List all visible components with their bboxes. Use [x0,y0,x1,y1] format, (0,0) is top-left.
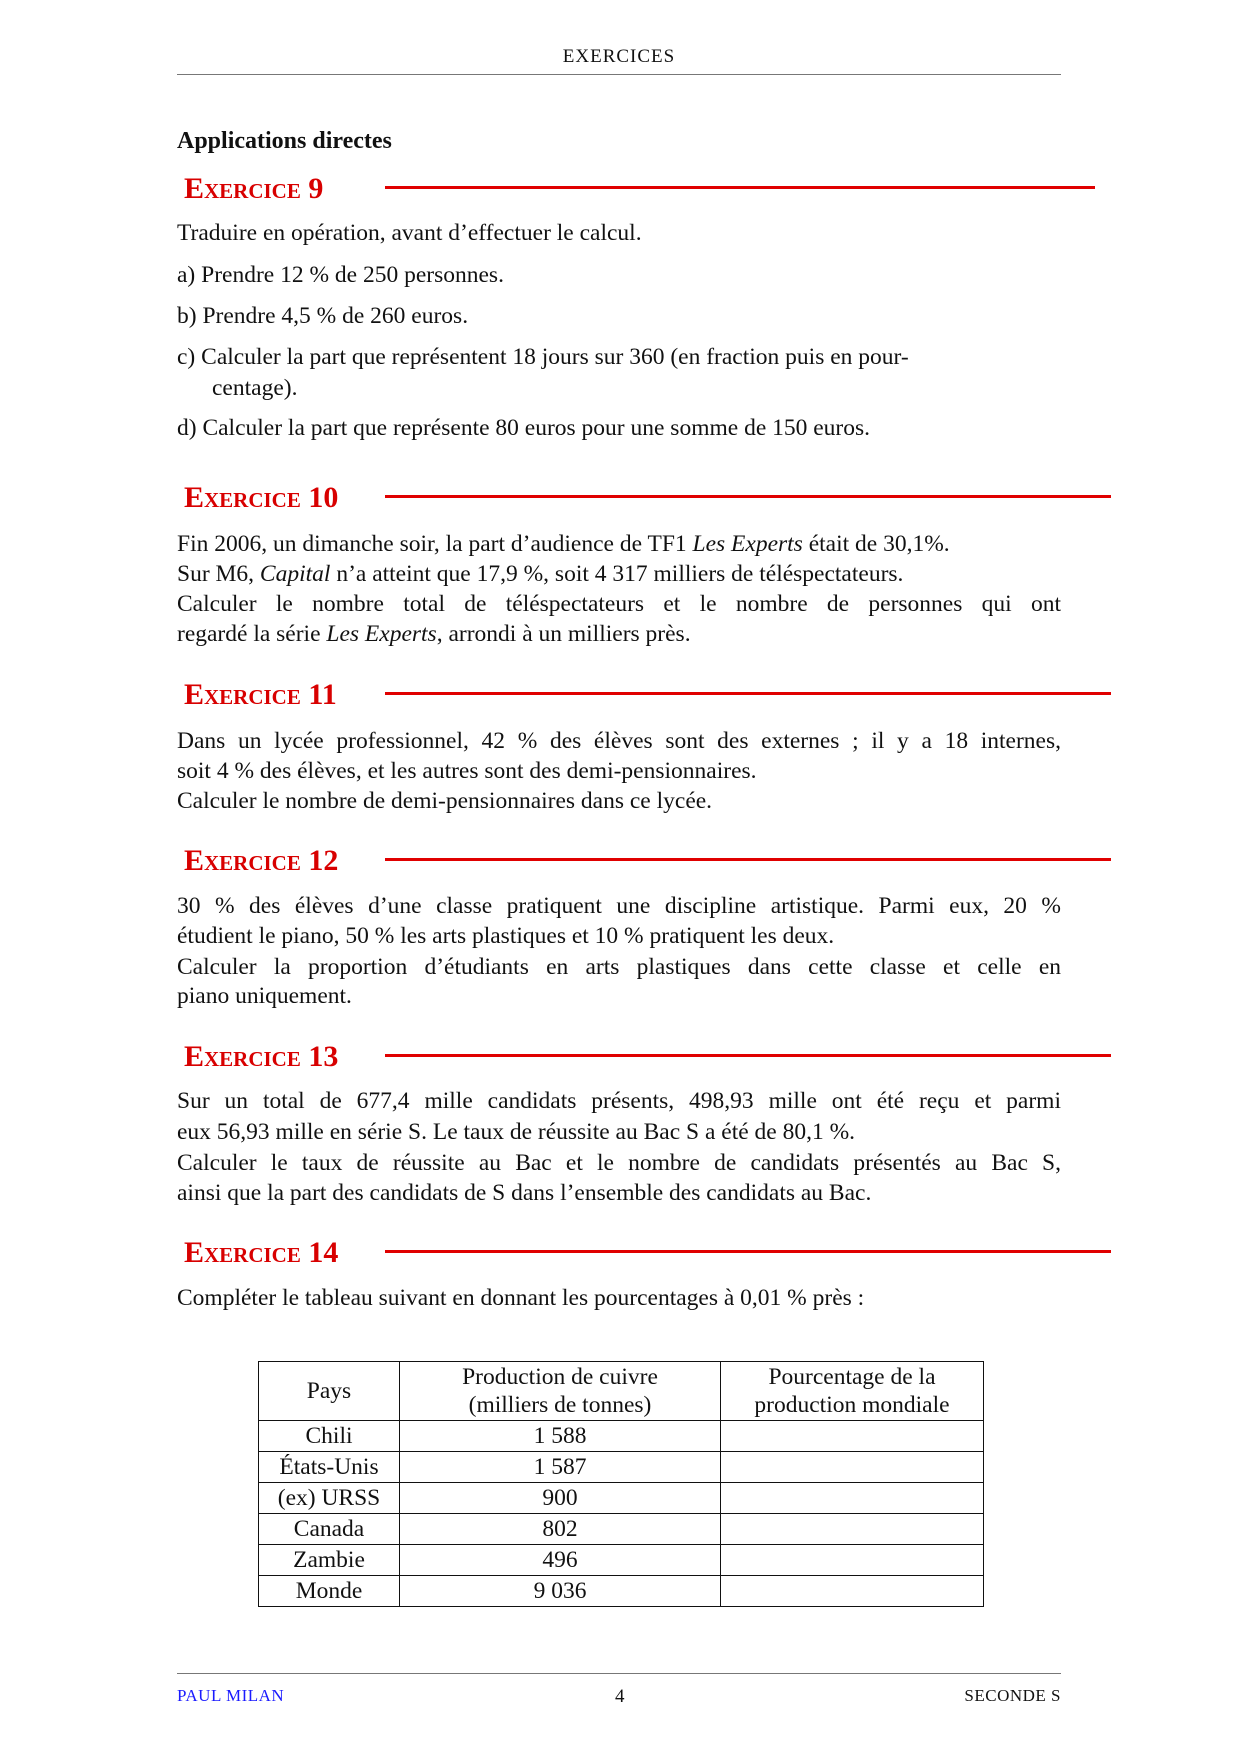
paragraph-line: ainsi que la part des candidats de S dans l’ensemble des candidats au Bac. [177,1180,872,1206]
table-row: Monde 9 036 [259,1576,984,1607]
table-row: Chili 1 588 [259,1421,984,1452]
list-item: d) Calculer la part que représente 80 euros pour une somme de 150 euros. [177,415,871,441]
paragraph-line: regardé la série Les Experts, arrondi à un milliers près. [177,621,691,647]
table-row: Canada 802 [259,1514,984,1545]
header-rule [177,74,1061,75]
paragraph-line: piano uniquement. [177,983,352,1009]
header-pays: Pays [259,1362,400,1421]
table-row: États-Unis 1 587 [259,1452,984,1483]
percentage-cell [721,1545,984,1576]
paragraph-line: eux 56,93 mille en série S. Le taux de réussite au Bac S a été de 80,1 %. [177,1119,856,1145]
exercise-12-title: Exercice 12 [184,844,339,877]
header-percentage: Pourcentage de la production mondiale [721,1362,984,1421]
exercise-13-title: Exercice 13 [184,1040,339,1073]
paragraph-line: Dans un lycée professionnel, 42 % des élèves sont des externes ; il y a 18 internes, [177,728,1061,754]
paragraph-line: étudient le piano, 50 % les arts plastiques et 10 % pratiquent les deux. [177,923,835,949]
table-header-row [259,1362,984,1421]
list-item: c) Calculer la part que représentent 18 jours sur 360 (en fraction puis en pour- [177,344,909,370]
section-heading: Applications directes [177,128,392,154]
percentage-cell [721,1452,984,1483]
paragraph-line: Calculer le nombre de demi-pensionnaires dans ce lycée. [177,788,713,814]
exercise-14-rule [385,1250,1111,1253]
exercise-9-intro: Traduire en opération, avant d’effectuer le calcul. [177,220,642,246]
percentage-cell [721,1514,984,1545]
copper-production-table [258,1361,984,1607]
footer-rule [177,1673,1061,1674]
exercise-9-rule [385,186,1095,189]
page-number: 4 [615,1686,625,1707]
running-header: EXERCICES [562,46,676,67]
paragraph-line: Calculer la proportion d’étudiants en arts plastiques dans cette classe et celle en [177,954,1061,980]
exercise-10-rule [385,495,1111,498]
paragraph-line: 30 % des élèves d’une classe pratiquent une discipline artistique. Parmi eux, 20 % [177,893,1061,919]
paragraph-line: Sur M6, Capital n’a atteint que 17,9 %, soit 4 317 milliers de téléspectateurs. [177,561,904,587]
exercise-12-rule [385,858,1111,861]
percentage-cell [721,1483,984,1514]
exercise-11-rule [385,692,1111,695]
header-production: Production de cuivre (milliers de tonnes) [400,1362,721,1421]
paragraph-line: soit 4 % des élèves, et les autres sont des demi-pensionnaires. [177,758,757,784]
percentage-cell [721,1576,984,1607]
list-item: b) Prendre 4,5 % de 260 euros. [177,303,469,329]
exercise-14-intro: Compléter le tableau suivant en donnant les pourcentages à 0,01 % près : [177,1285,865,1311]
percentage-cell [721,1421,984,1452]
paragraph-line: Sur un total de 677,4 mille candidats présents, 498,93 mille ont été reçu et parmi [177,1088,1061,1114]
paragraph-line: Calculer le nombre total de téléspectateurs et le nombre de personnes qui ont [177,591,1061,617]
exercise-9-title: Exercice 9 [184,172,324,205]
list-item-continuation: centage). [212,375,298,401]
paragraph-line: Fin 2006, un dimanche soir, la part d’audience de TF1 Les Experts était de 30,1%. [177,531,950,557]
exercise-14-title: Exercice 14 [184,1236,339,1269]
table-row: (ex) URSS 900 [259,1483,984,1514]
footer-author: PAUL MILAN [177,1686,285,1705]
footer-class: SECONDE S [964,1686,1061,1705]
exercise-13-rule [385,1054,1111,1057]
table-row: Zambie 496 [259,1545,984,1576]
exercise-11-title: Exercice 11 [184,678,337,711]
list-item: a) Prendre 12 % de 250 personnes. [177,262,504,288]
exercise-10-title: Exercice 10 [184,481,339,514]
paragraph-line: Calculer le taux de réussite au Bac et le nombre de candidats présentés au Bac S, [177,1150,1061,1176]
